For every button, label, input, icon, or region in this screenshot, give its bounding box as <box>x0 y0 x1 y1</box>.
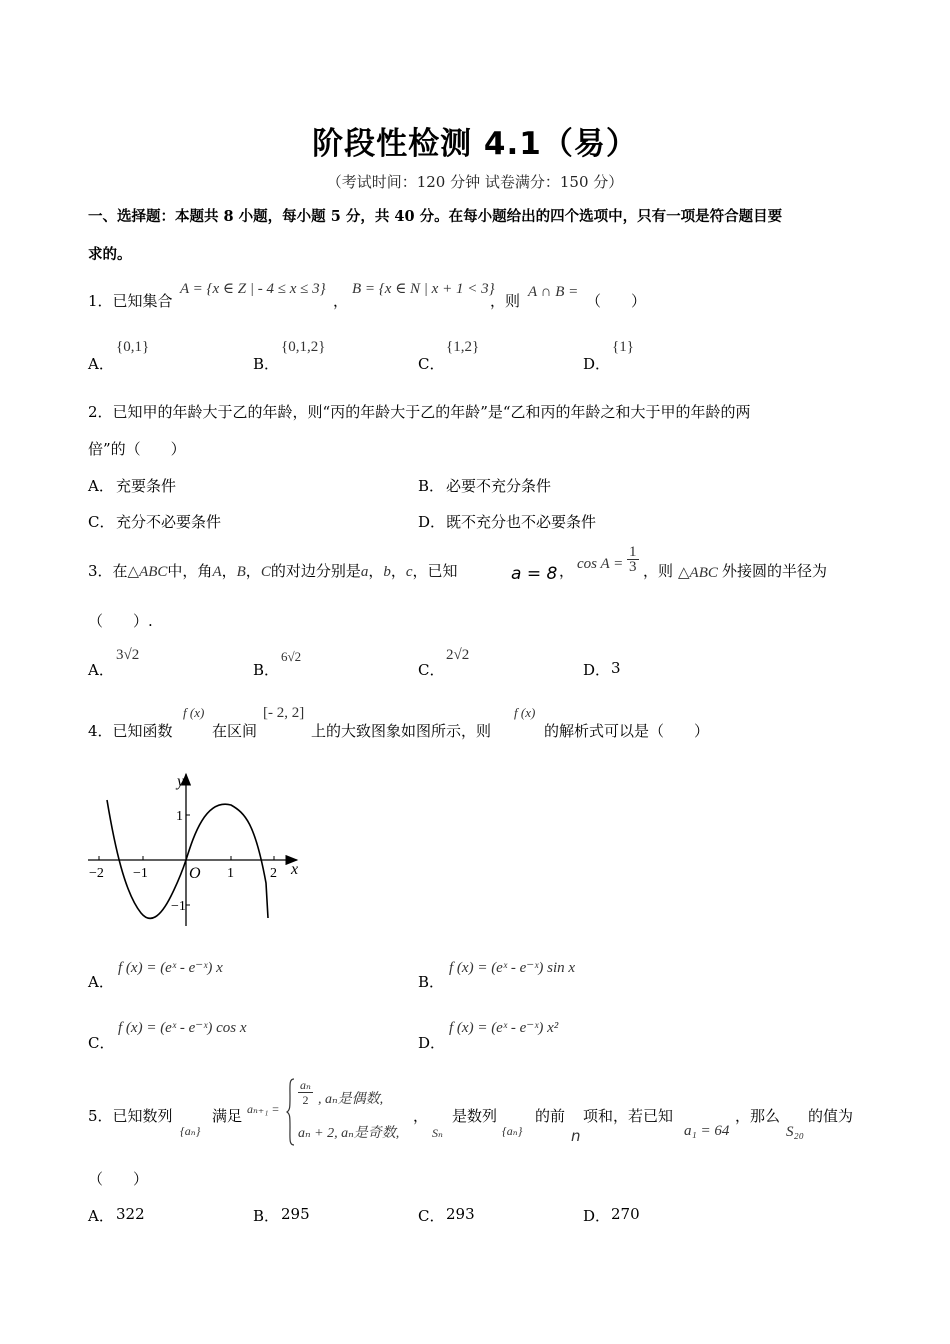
q4-pre: 4．已知函数 <box>88 722 173 740</box>
q1-expr: A ∩ B = <box>528 284 579 300</box>
x-axis-label: x <box>291 861 299 878</box>
q3-option-b-label: B． <box>253 661 280 679</box>
q3-given-a: a = 8 <box>511 564 558 584</box>
q3-cos-fraction <box>627 545 639 574</box>
q1-stem-a: 1．已知集合 <box>88 292 173 310</box>
q2-stem-line1: 2．已知甲的年龄大于乙的年龄，则“丙的年龄大于乙的年龄”是“乙和丙的年龄之和大于甲的年龄的两 <box>88 403 751 421</box>
q5-option-c-label: C． <box>418 1207 445 1225</box>
y-tick-label-1: 1 <box>176 809 183 824</box>
q5-sequence-2: {aₙ} <box>502 1124 523 1138</box>
q1-set-a: A = {x ∈ Z | - 4 ≤ x ≤ 3} <box>180 281 326 297</box>
q3-triangle: △ABC <box>127 564 168 580</box>
q1-paren: （ ） <box>586 292 647 310</box>
q3-paren: （ ）. <box>88 612 153 630</box>
q5-option-d-label: D． <box>583 1207 611 1225</box>
origin-label: O <box>189 865 201 882</box>
q5-option-b-value: 295 <box>281 1205 310 1223</box>
q5-case1-tail: , aₙ是偶数, <box>318 1092 384 1107</box>
q3-then: ，则 <box>643 562 674 580</box>
q1-option-a-label: A． <box>88 355 114 373</box>
q3-option-a-value: 3√2 <box>116 647 140 663</box>
x-tick-label-neg1: −1 <box>133 866 148 881</box>
q2-option-c-value: 充分不必要条件 <box>116 513 222 531</box>
page-title: 阶段性检测 4.1（易） <box>312 126 638 162</box>
q5-option-d-value: 270 <box>611 1205 640 1223</box>
q4-option-d-label: D． <box>418 1034 446 1052</box>
q5-mid3: 的前 <box>535 1107 566 1125</box>
q3-triangle-2: △ABC <box>678 565 718 581</box>
q1-comma: ， <box>333 292 349 310</box>
q3-mid3: ，已知 <box>412 562 458 580</box>
q4-mid2: 上的大致图象如图所示，则 <box>311 722 492 740</box>
q5-option-b-label: B． <box>253 1207 280 1225</box>
q2-option-d-label: D． <box>418 513 446 531</box>
function-curve <box>107 800 268 918</box>
q5-sum-symbol: Sₙ <box>432 1126 443 1140</box>
q1-option-c-label: C． <box>418 355 445 373</box>
q5-case1-denominator: 2 <box>302 1093 309 1107</box>
q4-option-c-value: f (x) = (eˣ - e⁻ˣ) cos x <box>118 1020 247 1036</box>
q3-sep: ， <box>221 562 237 580</box>
q5-option-a-label: A． <box>88 1207 114 1225</box>
q4-function-graph <box>85 768 310 928</box>
q3-option-c-label: C． <box>418 661 445 679</box>
q4-fx-2: f (x) <box>514 705 536 720</box>
q3-side-c: c <box>405 564 413 580</box>
q3-cos-numerator: 1 <box>629 544 637 560</box>
q4-option-b-label: B． <box>418 973 445 991</box>
q3-angle-b: B <box>236 564 246 580</box>
x-tick-label-1: 1 <box>227 866 234 881</box>
q1-stem-b: ，则 <box>490 292 521 310</box>
q3-side-b: b <box>383 564 391 580</box>
q2-stem-line2: 倍”的（ ） <box>88 440 186 458</box>
q4-mid: 在区间 <box>212 722 258 740</box>
q5-case-brace <box>286 1077 296 1147</box>
q3-sep: ， <box>390 562 406 580</box>
q5-paren: （ ） <box>88 1170 149 1188</box>
q3-sep: ， <box>245 562 261 580</box>
q3-angle-c: C <box>260 564 271 580</box>
q2-option-c-label: C． <box>88 513 115 531</box>
q5-lhs: aₙ₊₁ = <box>247 1102 280 1116</box>
q3-mid2: 的对边分别是 <box>270 562 361 580</box>
q4-option-b-value: f (x) = (eˣ - e⁻ˣ) sin x <box>449 960 576 976</box>
y-axis-label: y <box>177 773 185 790</box>
q4-interval: [- 2, 2] <box>263 705 305 721</box>
q4-option-a-label: A． <box>88 973 114 991</box>
q1-option-a-value: {0,1} <box>116 339 150 355</box>
q1-option-c-value: {1,2} <box>446 339 480 355</box>
q5-option-c-value: 293 <box>446 1205 475 1223</box>
q3-angle-a: A <box>212 564 222 580</box>
q5-case2: aₙ + 2, aₙ是奇数, <box>298 1126 400 1141</box>
q3-option-b-value: 6√2 <box>281 649 302 664</box>
q5-mid5: ，那么 <box>735 1107 781 1125</box>
q2-option-a-label: A． <box>88 477 114 495</box>
y-tick-label-neg1: −1 <box>171 899 186 914</box>
q3-sep: ， <box>368 562 384 580</box>
q3-cos-denominator: 3 <box>629 559 637 575</box>
q1-set-b: B = {x ∈ N | x + 1 < 3} <box>352 281 495 297</box>
q5-mid: 满足 <box>212 1107 243 1125</box>
q3-option-c-value: 2√2 <box>446 647 470 663</box>
q5-option-a-value: 322 <box>116 1205 145 1223</box>
q5-mid2: 是数列 <box>452 1107 498 1125</box>
q3-sep2: ， <box>559 562 575 580</box>
q2-option-d-value: 既不充分也不必要条件 <box>446 513 597 531</box>
section-heading-line2: 求的。 <box>88 246 132 263</box>
q5-sequence: {aₙ} <box>180 1124 201 1138</box>
q1-option-b-value: {0,1,2} <box>281 339 326 355</box>
q3-stem <box>88 560 458 581</box>
q5-case1-fraction <box>298 1078 313 1107</box>
q3-option-d-value: 3 <box>611 659 621 677</box>
q3-option-d-label: D． <box>583 661 611 679</box>
q3-mid: 中，角 <box>167 562 213 580</box>
q5-n: n <box>571 1127 581 1145</box>
q1-option-d-value: {1} <box>612 339 634 355</box>
q3-pre: 3．在 <box>88 562 128 580</box>
q4-option-d-value: f (x) = (eˣ - e⁻ˣ) x² <box>449 1020 559 1036</box>
q5-tail: 的值为 <box>808 1107 854 1125</box>
q3-cos-label: cos A = <box>577 556 624 572</box>
q5-s20: S₂₀ <box>786 1124 804 1140</box>
q5-a1: a₁ = 64 <box>684 1123 730 1139</box>
q2-option-b-label: B． <box>418 477 445 495</box>
exam-info: （考试时间：120 分钟 试卷满分：150 分） <box>326 173 624 191</box>
q5-mid4: 项和，若已知 <box>583 1107 674 1125</box>
x-tick-label-neg2: −2 <box>89 866 104 881</box>
q5-pre: 5．已知数列 <box>88 1107 173 1125</box>
q4-option-c-label: C． <box>88 1034 115 1052</box>
q1-option-b-label: B． <box>253 355 280 373</box>
q5-comma: ， <box>413 1107 429 1125</box>
x-tick-label-2: 2 <box>270 866 277 881</box>
q4-fx: f (x) <box>183 705 205 720</box>
q3-side-a: a <box>360 564 369 580</box>
q3-tail: 外接圆的半径为 <box>722 562 828 580</box>
q2-option-a-value: 充要条件 <box>116 477 177 495</box>
q4-option-a-value: f (x) = (eˣ - e⁻ˣ) x <box>118 960 223 976</box>
q1-option-d-label: D． <box>583 355 611 373</box>
q3-option-a-label: A． <box>88 661 114 679</box>
q2-option-b-value: 必要不充分条件 <box>446 477 552 495</box>
q4-tail: 的解析式可以是（ ） <box>544 722 710 740</box>
section-heading-line1: 一、选择题：本题共 8 小题，每小题 5 分，共 40 分。在每小题给出的四个选项中，只有一项是符合题目要 <box>88 208 783 225</box>
q5-case1-numerator: aₙ <box>300 1078 311 1092</box>
